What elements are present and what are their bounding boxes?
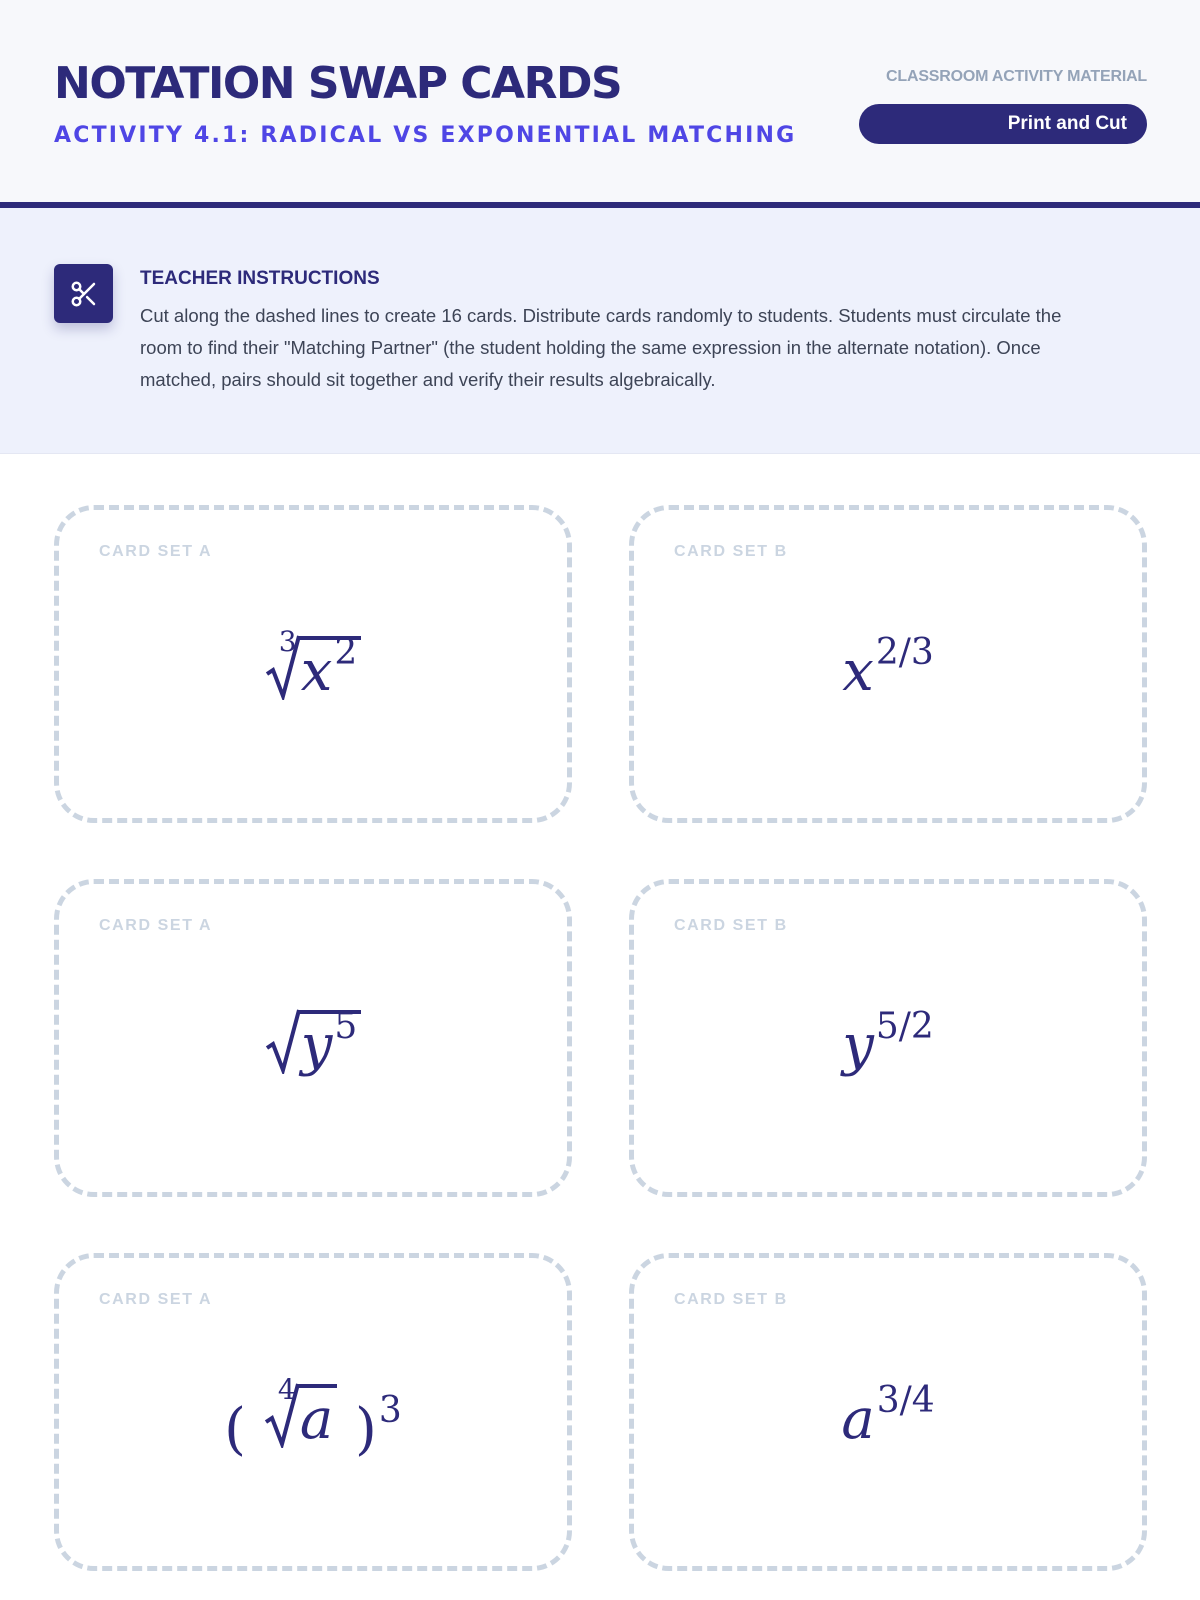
card-expression [634,622,1142,722]
page-title: NOTATION SWAP CARDS [54,58,622,109]
radicand-base: x [300,639,333,704]
expression-exponent: 2/3 [875,632,934,673]
radicand [296,1384,337,1452]
radical [265,625,362,704]
expression-exponent: 3/4 [876,1380,935,1421]
card-set-label: CARD SET A [99,917,213,934]
card-set-b-a-three-quarters[interactable] [629,1253,1147,1571]
card-grid [54,505,1147,1575]
radical [264,1373,337,1452]
card-expression [634,996,1142,1096]
radicand [297,632,362,704]
exponential-expression [842,1006,934,1078]
expression-exponent: 5/2 [875,1006,934,1047]
radical-expression [265,1008,362,1084]
radical-expression [265,625,362,710]
card-expression [634,1370,1142,1470]
outer-exponent: 3 [378,1390,402,1431]
card-expression [59,622,567,722]
card-expression [59,1370,567,1470]
page-header [0,0,1200,208]
scissors-icon [54,264,113,323]
card-set-label: CARD SET A [99,543,213,560]
radical-index: 4 [277,1373,296,1406]
radical-sign-icon [265,1008,301,1074]
activity-subtitle: ACTIVITY 4.1: RADICAL VS EXPONENTIAL MATCHING [54,123,797,148]
card-set-label: CARD SET B [674,543,788,560]
card-set-label: CARD SET A [99,1291,213,1308]
radicand-base: a [299,1387,334,1452]
radicand [297,1006,362,1078]
radical [265,1006,362,1078]
radicand-exponent: 5 [334,1006,358,1047]
instructions-body: Cut along the dashed lines to create 16 cards. Distribute cards randomly to students. Students must circulate the room to find their "Matching Partner" (the student holding the same expression in the alternate notation). Once matched, pairs should sit together and verify their results algebraically. [140,305,1062,390]
card-set-a-cube-root-x-squared[interactable] [54,505,572,823]
close-paren: ) [355,1397,377,1462]
expression-base: y [842,1013,874,1078]
radicand-exponent: 2 [334,632,358,673]
expression-base: x [842,639,874,704]
instructions-heading: TEACHER INSTRUCTIONS [140,268,380,289]
card-set-label: CARD SET B [674,1291,788,1308]
radical-index: 3 [278,625,297,658]
expression-base: a [841,1387,875,1452]
print-and-cut-button[interactable]: Print and Cut [859,104,1147,144]
card-set-b-y-five-halves[interactable] [629,879,1147,1197]
card-set-a-square-root-y-fifth[interactable] [54,879,572,1197]
material-label: CLASSROOM ACTIVITY MATERIAL [886,68,1147,85]
card-set-b-x-two-thirds[interactable] [629,505,1147,823]
card-expression [59,996,567,1096]
radicand-base: y [300,1013,333,1078]
card-set-label: CARD SET B [674,917,788,934]
teacher-instructions-panel [0,208,1200,454]
radical-expression [224,1373,402,1462]
exponential-expression [842,632,934,704]
exponential-expression [841,1380,935,1452]
open-paren: ( [224,1397,247,1462]
card-set-a-fourth-root-a-cubed[interactable] [54,1253,572,1571]
